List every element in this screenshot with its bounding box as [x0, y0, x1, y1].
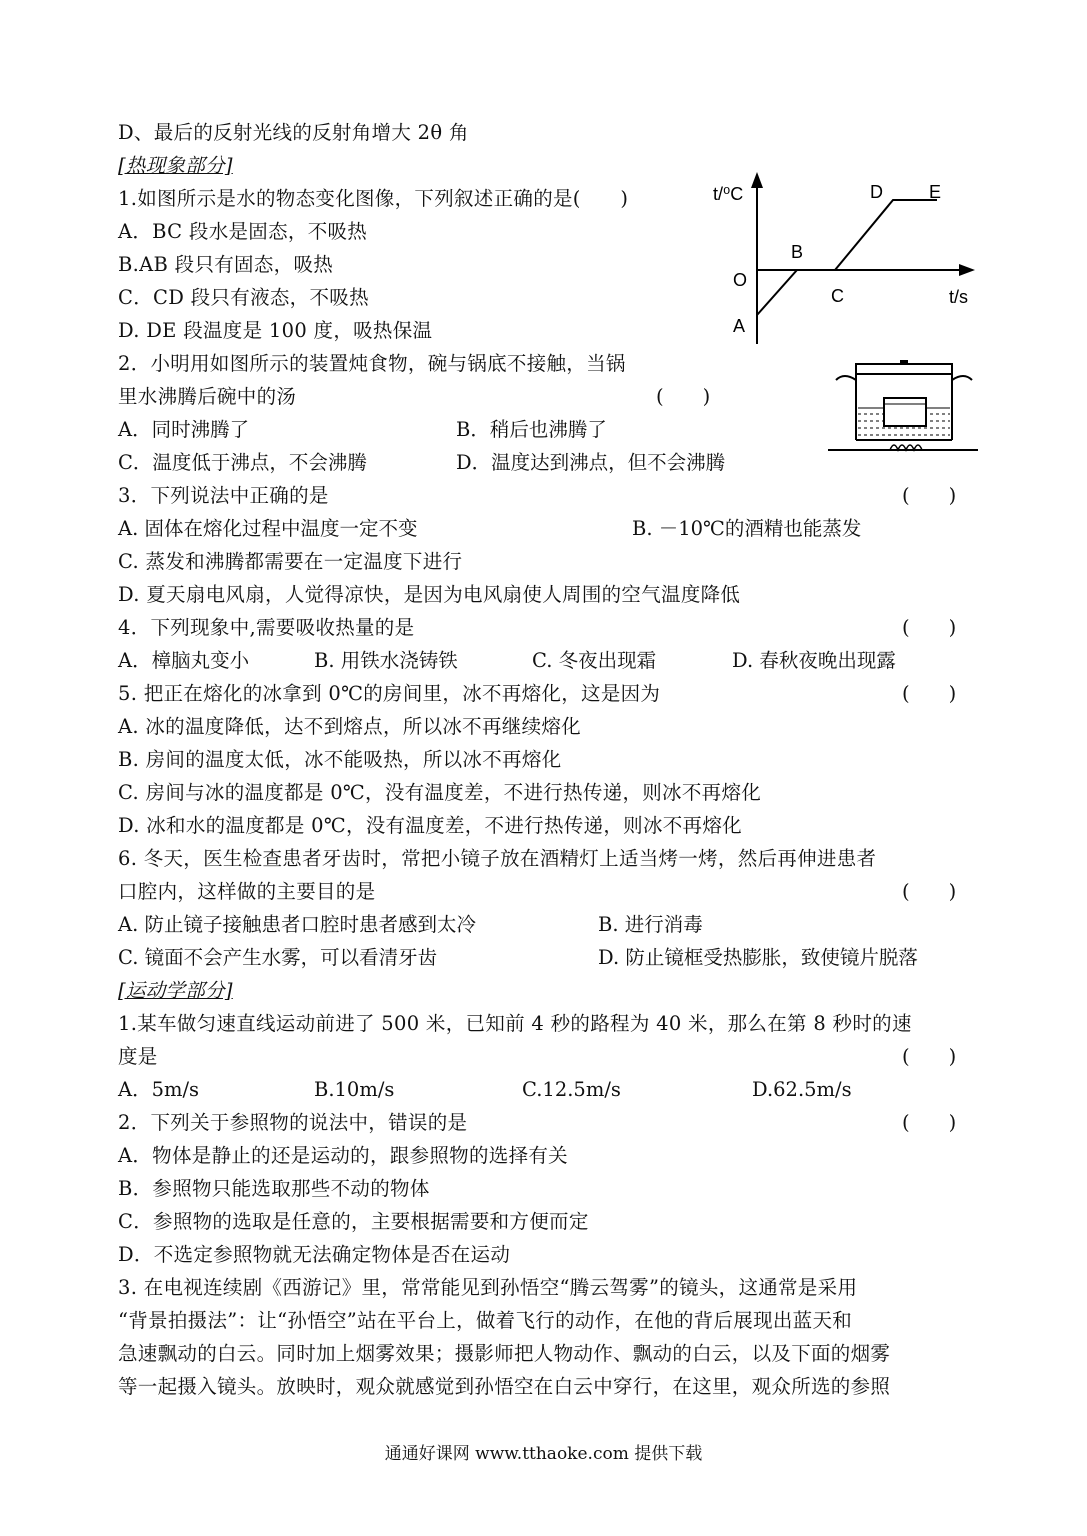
- section-heading-heat: [热现象部分]: [118, 154, 233, 177]
- option-b: B. 房间的温度太低，冰不能吸热，所以冰不再熔化: [118, 748, 562, 771]
- question-kinematics-3-cont: 急速飘动的白云。同时加上烟雾效果；摄影师把人物动作、飘动的白云，以及下面的烟雾: [118, 1342, 891, 1365]
- option-d: D.62.5m/s: [752, 1078, 852, 1101]
- option-b: B．稍后也沸腾了: [456, 418, 607, 441]
- question-kinematics-1: 1.某车做匀速直线运动前进了 500 米，已知前 4 秒的路程为 40 米，那么在第 8 秒时的速: [118, 1012, 912, 1035]
- question-heat-5: 5. 把正在熔化的冰拿到 0℃的房间里，冰不再熔化，这是因为: [118, 682, 661, 705]
- point-e-label: E: [929, 182, 942, 202]
- answer-paren: ( ): [902, 1111, 957, 1134]
- answer-paren: ( ): [902, 616, 957, 639]
- option-c: C. 镜面不会产生水雾，可以看清牙齿: [118, 946, 438, 969]
- question-kinematics-3: 3. 在电视连续剧《西游记》里，常常能见到孙悟空“腾云驾雾”的镜头，这通常是采用: [118, 1276, 858, 1299]
- option-d: D. DE 段温度是 100 度，吸热保温: [118, 319, 433, 342]
- answer-paren: ( ): [902, 880, 957, 903]
- point-b-label: B: [791, 242, 804, 262]
- option-c: C．CD 段只有液态，不吸热: [118, 286, 369, 309]
- answer-paren: ( ): [656, 385, 711, 408]
- x-axis-label: t/s: [949, 287, 969, 307]
- option-b: B．参照物只能选取那些不动的物体: [118, 1177, 430, 1200]
- option-a: A．5m/s: [118, 1078, 200, 1101]
- option-c: C．参照物的选取是任意的，主要根据需要和方便而定: [118, 1210, 589, 1233]
- option-c: C．温度低于沸点，不会沸腾: [118, 451, 367, 474]
- option-b: B. 进行消毒: [598, 913, 703, 936]
- option-a: A. 冰的温度降低，达不到熔点，所以冰不再继续熔化: [118, 715, 581, 738]
- option-d: D. 冰和水的温度都是 0℃，没有温度差，不进行热传递，则冰不再熔化: [118, 814, 742, 837]
- origin-label: O: [733, 270, 748, 290]
- section-heading-kinematics: [运动学部分]: [118, 979, 233, 1002]
- option-a: A．BC 段水是固态，不吸热: [118, 220, 368, 243]
- option-b: B.AB 段只有固态，吸热: [118, 253, 334, 276]
- phase-change-graph: [705, 168, 985, 348]
- question-heat-6-cont: 口腔内，这样做的主要目的是: [118, 880, 376, 903]
- option-a: A．同时沸腾了: [118, 418, 250, 441]
- question-heat-1: 1.如图所示是水的物态变化图像，下列叙述正确的是( ): [118, 187, 629, 210]
- pot-illustration: [828, 358, 978, 458]
- option-d: D. 防止镜框受热膨胀，致使镜片脱落: [598, 946, 918, 969]
- option-d: D．不选定参照物就无法确定物体是否在运动: [118, 1243, 511, 1266]
- question-kinematics-3-cont: 等一起摄入镜头。放映时，观众就感觉到孙悟空在白云中穿行，在这里，观众所选的参照: [118, 1375, 891, 1398]
- option-c: C. 房间与冰的温度都是 0℃，没有温度差，不进行热传递，则冰不再熔化: [118, 781, 762, 804]
- answer-paren: ( ): [902, 1045, 957, 1068]
- point-c-label: C: [831, 286, 844, 306]
- answer-paren: ( ): [902, 484, 957, 507]
- option-c: C. 蒸发和沸腾都需要在一定温度下进行: [118, 550, 463, 573]
- question-kinematics-3-cont: “背景拍摄法”：让“孙悟空”站在平台上，做着飞行的动作，在他的背后展现出蓝天和: [118, 1309, 853, 1332]
- option-a: A. 固体在熔化过程中温度一定不变: [118, 517, 418, 540]
- option-a: A. 防止镜子接触患者口腔时患者感到太冷: [118, 913, 476, 936]
- option-a: A．物体是静止的还是运动的，跟参照物的选择有关: [118, 1144, 568, 1167]
- question-heat-2-cont: 里水沸腾后碗中的汤: [118, 385, 297, 408]
- y-axis-label: t/⁰C: [713, 184, 744, 204]
- page-footer: 通通好课网 www.tthaoke.com 提供下载: [384, 1444, 703, 1464]
- option-b: B. 用铁水浇铸铁: [314, 649, 458, 672]
- question-kinematics-1-cont: 度是: [118, 1045, 158, 1068]
- question-heat-2: 2．小明用如图所示的装置炖食物，碗与锅底不接触，当锅: [118, 352, 626, 375]
- option-d: D. 夏天扇电风扇，人觉得凉快，是因为电风扇使人周围的空气温度降低: [118, 583, 741, 606]
- option-d: D．温度达到沸点，但不会沸腾: [456, 451, 726, 474]
- text-line: D、最后的反射光线的反射角增大 2θ 角: [118, 121, 469, 144]
- option-c: C. 冬夜出现霜: [532, 649, 657, 672]
- question-heat-3: 3．下列说法中正确的是: [118, 484, 329, 507]
- question-kinematics-2: 2．下列关于参照物的说法中，错误的是: [118, 1111, 468, 1134]
- option-a: A．樟脑丸变小: [118, 649, 250, 672]
- question-heat-6: 6. 冬天，医生检查患者牙齿时，常把小镜子放在酒精灯上适当烤一烤，然后再伸进患者: [118, 847, 877, 870]
- answer-paren: ( ): [902, 682, 957, 705]
- point-a-label: A: [733, 316, 746, 336]
- option-c: C.12.5m/s: [522, 1078, 621, 1101]
- question-heat-4: 4．下列现象中,需要吸收热量的是: [118, 616, 415, 639]
- option-b: B. －10℃的酒精也能蒸发: [632, 517, 862, 540]
- option-b: B.10m/s: [314, 1078, 395, 1101]
- point-d-label: D: [870, 182, 883, 202]
- option-d: D. 春秋夜晚出现露: [732, 649, 896, 672]
